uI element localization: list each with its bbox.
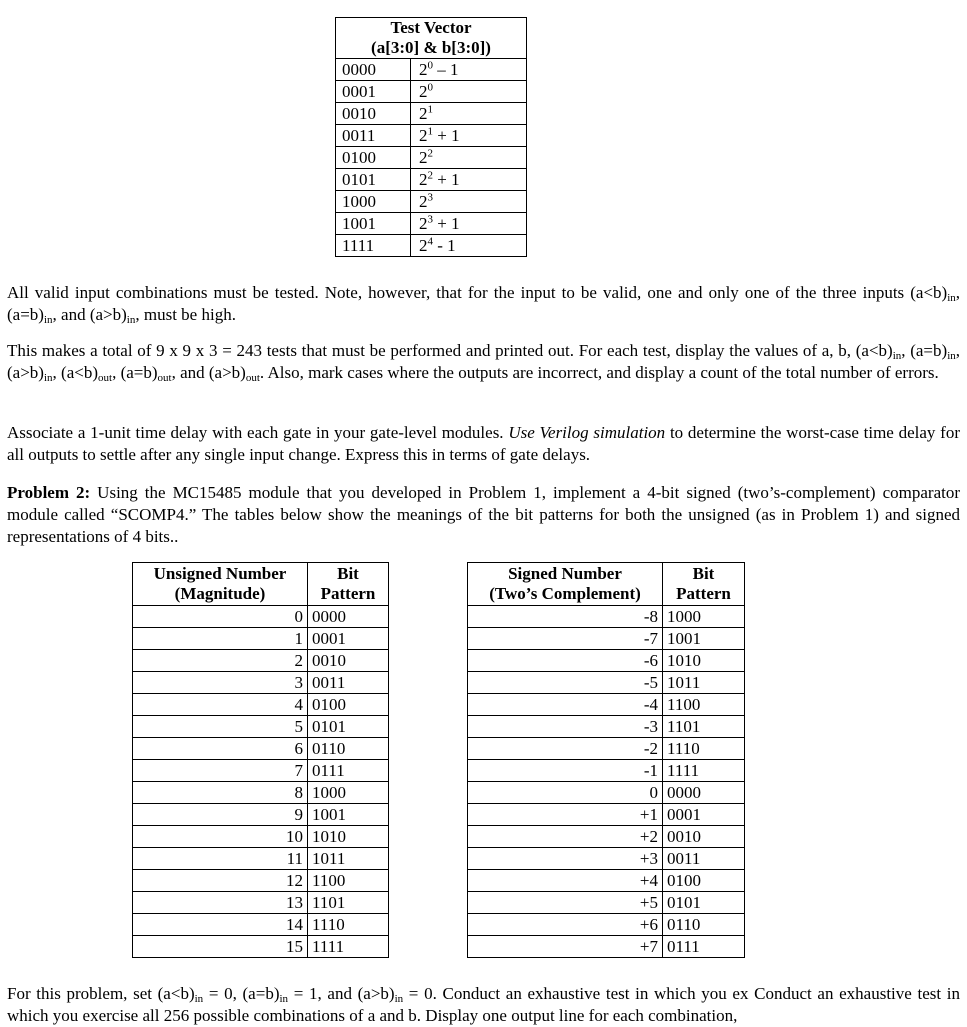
test-vector-row xyxy=(336,59,527,81)
unsigned-number: 1 xyxy=(133,628,308,650)
power-base: 2 xyxy=(419,82,428,101)
unsigned-number: 9 xyxy=(133,804,308,826)
test-vector-value xyxy=(411,235,527,257)
signed-number: -5 xyxy=(468,672,663,694)
test-vector-bits: 1111 xyxy=(336,235,411,257)
signed-bit-pattern: 1001 xyxy=(663,628,745,650)
test-vector-header xyxy=(336,18,527,59)
text: This makes a total of 9 x 9 x 3 = 243 tests that must be performed and printed out. For each test, display the values of a, b, (a<b) xyxy=(7,341,893,360)
signed-number: +5 xyxy=(468,892,663,914)
signed-bit-pattern: 1011 xyxy=(663,672,745,694)
signed-bit-pattern: 0001 xyxy=(663,804,745,826)
signed-row xyxy=(468,760,745,782)
unsigned-row xyxy=(133,936,389,958)
power-offset: – 1 xyxy=(433,60,459,79)
unsigned-number: 11 xyxy=(133,848,308,870)
test-vector-value xyxy=(411,125,527,147)
paragraph-exhaustive-test xyxy=(7,983,960,1027)
power-exponent: 3 xyxy=(427,213,433,226)
signed-bit-pattern: 1000 xyxy=(663,606,745,628)
test-vector-value xyxy=(411,169,527,191)
signed-number: -3 xyxy=(468,716,663,738)
unsigned-number: 2 xyxy=(133,650,308,672)
signed-bit-pattern: 0100 xyxy=(663,870,745,892)
test-vector-bits: 0101 xyxy=(336,169,411,191)
power-base: 2 xyxy=(419,104,428,123)
unsigned-bit-pattern: 0010 xyxy=(308,650,389,672)
subscript: in xyxy=(892,349,902,362)
text: Using the MC15485 module that you developed in Problem 1, implement a 4-bit signed (two’s-complement) comparator module called “SCOMP4.” The tables below show the meanings of the bit patterns for both the unsigned (as in Problem 1) and signed representations of 4 bits.. xyxy=(7,483,960,546)
power-base: 2 xyxy=(419,126,428,145)
power-base: 2 xyxy=(419,214,428,233)
test-vector-table xyxy=(335,17,527,257)
signed-number: -1 xyxy=(468,760,663,782)
test-vector-row xyxy=(336,235,527,257)
text: For this problem, set (a<b) xyxy=(7,984,195,1003)
unsigned-row xyxy=(133,848,389,870)
signed-number: 0 xyxy=(468,782,663,804)
unsigned-bit-pattern: 0111 xyxy=(308,760,389,782)
unsigned-number: 15 xyxy=(133,936,308,958)
text: , must be high. xyxy=(135,305,236,324)
power-exponent: 2 xyxy=(427,147,433,160)
text: = 1, and (a>b) xyxy=(288,984,395,1003)
unsigned-bit-pattern: 1000 xyxy=(308,782,389,804)
unsigned-row xyxy=(133,628,389,650)
unsigned-row xyxy=(133,650,389,672)
signed-bit-pattern: 0010 xyxy=(663,826,745,848)
text: , (a<b) xyxy=(52,363,98,382)
text: , (a=b) xyxy=(112,363,158,382)
power-offset: + 1 xyxy=(433,126,460,145)
text: , (a=b) xyxy=(901,341,948,360)
header-line: Signed Number xyxy=(508,564,622,583)
unsigned-bit-pattern: 0011 xyxy=(308,672,389,694)
test-vector-value xyxy=(411,59,527,81)
unsigned-bit-pattern: 1010 xyxy=(308,826,389,848)
text: , (a>b) xyxy=(7,341,960,382)
test-vector-bits: 0011 xyxy=(336,125,411,147)
paragraph-valid-inputs xyxy=(7,282,960,326)
subscript: in xyxy=(279,992,289,1005)
unsigned-row xyxy=(133,672,389,694)
unsigned-row xyxy=(133,782,389,804)
subscript: in xyxy=(394,992,404,1005)
signed-bit-pattern: 0101 xyxy=(663,892,745,914)
signed-row xyxy=(468,936,745,958)
unsigned-bit-pattern: 0000 xyxy=(308,606,389,628)
power-exponent: 0 xyxy=(427,59,433,72)
test-vector-bits: 0010 xyxy=(336,103,411,125)
signed-row xyxy=(468,628,745,650)
unsigned-number: 5 xyxy=(133,716,308,738)
test-vector-value xyxy=(411,81,527,103)
signed-header-row xyxy=(468,563,745,606)
signed-bit-pattern-header xyxy=(663,563,745,606)
unsigned-row xyxy=(133,738,389,760)
unsigned-row xyxy=(133,760,389,782)
test-vector-subtitle: (a[3:0] & b[3:0]) xyxy=(371,38,491,57)
test-vector-header-row xyxy=(336,18,527,59)
unsigned-bit-pattern: 1101 xyxy=(308,892,389,914)
signed-number: -7 xyxy=(468,628,663,650)
unsigned-bit-pattern: 1100 xyxy=(308,870,389,892)
power-exponent: 3 xyxy=(427,191,433,204)
signed-number: +6 xyxy=(468,914,663,936)
signed-number: -4 xyxy=(468,694,663,716)
signed-number: +3 xyxy=(468,848,663,870)
header-line: Unsigned Number xyxy=(153,564,287,583)
test-vector-body xyxy=(336,59,527,257)
signed-row xyxy=(468,870,745,892)
paragraph-total-tests xyxy=(7,340,960,384)
unsigned-row xyxy=(133,606,389,628)
italic-text: Use Verilog simulation xyxy=(508,423,666,442)
subscript: out xyxy=(157,371,172,384)
subscript: in xyxy=(126,313,136,326)
text: Associate a 1-unit time delay with each gate in your gate-level modules. xyxy=(7,423,509,442)
test-vector-bits: 1000 xyxy=(336,191,411,213)
unsigned-row xyxy=(133,694,389,716)
unsigned-number-header xyxy=(133,563,308,606)
header-line: (Two’s Complement) xyxy=(489,584,641,603)
test-vector-row xyxy=(336,191,527,213)
unsigned-number: 12 xyxy=(133,870,308,892)
problem-2-label: Problem 2: xyxy=(7,483,91,502)
power-offset: + 1 xyxy=(433,170,460,189)
signed-row xyxy=(468,892,745,914)
signed-row xyxy=(468,650,745,672)
test-vector-title: Test Vector xyxy=(390,18,472,37)
signed-number-table xyxy=(467,562,745,958)
power-base: 2 xyxy=(419,170,428,189)
unsigned-number: 7 xyxy=(133,760,308,782)
test-vector-row xyxy=(336,103,527,125)
text: , and (a>b) xyxy=(52,305,127,324)
subscript: out xyxy=(98,371,113,384)
signed-bit-pattern: 0111 xyxy=(663,936,745,958)
header-line: (Magnitude) xyxy=(174,584,266,603)
unsigned-row xyxy=(133,716,389,738)
unsigned-bit-pattern: 0100 xyxy=(308,694,389,716)
signed-row xyxy=(468,848,745,870)
text: to determine the worst-case time delay for all outputs to settle after any single input change. Express this in terms of gate delays. xyxy=(7,423,961,464)
text: = 0. Conduct an exhaustive test in which you ex Conduct an exhaustive test in which you exercise all 256 possible combinations of a and b. Display one output line for each combination, xyxy=(7,984,961,1025)
unsigned-number-table xyxy=(132,562,389,958)
power-exponent: 1 xyxy=(427,103,433,116)
unsigned-bit-pattern-header xyxy=(308,563,389,606)
unsigned-number: 4 xyxy=(133,694,308,716)
signed-table-body xyxy=(468,606,745,958)
test-vector-bits: 0100 xyxy=(336,147,411,169)
subscript: in xyxy=(43,313,53,326)
unsigned-header-row xyxy=(133,563,389,606)
unsigned-number: 14 xyxy=(133,914,308,936)
test-vector-row xyxy=(336,81,527,103)
unsigned-bit-pattern: 1011 xyxy=(308,848,389,870)
signed-row xyxy=(468,716,745,738)
unsigned-number: 8 xyxy=(133,782,308,804)
signed-bit-pattern: 1111 xyxy=(663,760,745,782)
text: . Also, mark cases where the outputs are incorrect, and display a count of the total number of errors. xyxy=(259,363,939,382)
unsigned-row xyxy=(133,870,389,892)
unsigned-row xyxy=(133,826,389,848)
signed-bit-pattern: 1101 xyxy=(663,716,745,738)
paragraph-problem-2 xyxy=(7,482,960,548)
signed-number: +2 xyxy=(468,826,663,848)
signed-bit-pattern: 0000 xyxy=(663,782,745,804)
power-offset: + 1 xyxy=(433,214,460,233)
unsigned-bit-pattern: 0001 xyxy=(308,628,389,650)
test-vector-bits: 0000 xyxy=(336,59,411,81)
signed-row xyxy=(468,914,745,936)
signed-number: -2 xyxy=(468,738,663,760)
unsigned-bit-pattern: 1111 xyxy=(308,936,389,958)
text: , (a=b) xyxy=(7,283,960,324)
test-vector-row xyxy=(336,169,527,191)
signed-row xyxy=(468,738,745,760)
signed-number-header xyxy=(468,563,663,606)
text: , and (a>b) xyxy=(171,363,246,382)
unsigned-number: 3 xyxy=(133,672,308,694)
signed-row xyxy=(468,782,745,804)
unsigned-number: 13 xyxy=(133,892,308,914)
power-exponent: 0 xyxy=(427,81,433,94)
signed-number: +1 xyxy=(468,804,663,826)
test-vector-value xyxy=(411,213,527,235)
signed-bit-pattern: 0011 xyxy=(663,848,745,870)
signed-bit-pattern: 0110 xyxy=(663,914,745,936)
unsigned-number: 0 xyxy=(133,606,308,628)
signed-row xyxy=(468,606,745,628)
paragraph-time-delay xyxy=(7,422,960,466)
test-vector-bits: 0001 xyxy=(336,81,411,103)
subscript: out xyxy=(245,371,260,384)
unsigned-bit-pattern: 1110 xyxy=(308,914,389,936)
unsigned-bit-pattern: 1001 xyxy=(308,804,389,826)
signed-bit-pattern: 1110 xyxy=(663,738,745,760)
signed-row xyxy=(468,804,745,826)
power-base: 2 xyxy=(419,192,428,211)
power-base: 2 xyxy=(419,60,428,79)
unsigned-row xyxy=(133,892,389,914)
power-base: 2 xyxy=(419,148,428,167)
power-exponent: 4 xyxy=(427,235,433,248)
signed-bit-pattern: 1100 xyxy=(663,694,745,716)
signed-row xyxy=(468,672,745,694)
unsigned-bit-pattern: 0101 xyxy=(308,716,389,738)
signed-row xyxy=(468,826,745,848)
test-vector-row xyxy=(336,147,527,169)
unsigned-row xyxy=(133,914,389,936)
power-offset: - 1 xyxy=(433,236,456,255)
header-line: Pattern xyxy=(320,584,376,603)
power-base: 2 xyxy=(419,236,428,255)
subscript: in xyxy=(947,291,956,304)
power-exponent: 2 xyxy=(427,169,433,182)
test-vector-bits: 1001 xyxy=(336,213,411,235)
subscript: in xyxy=(43,371,53,384)
text: = 0, (a=b) xyxy=(203,984,280,1003)
signed-number: +7 xyxy=(468,936,663,958)
unsigned-row xyxy=(133,804,389,826)
header-line: Bit xyxy=(337,564,359,583)
test-vector-value xyxy=(411,147,527,169)
signed-number: -8 xyxy=(468,606,663,628)
test-vector-value xyxy=(411,103,527,125)
header-line: Bit xyxy=(692,564,715,583)
subscript: in xyxy=(947,349,956,362)
text: All valid input combinations must be tested. Note, however, that for the input to be valid, one and only one of the three inputs (a<b) xyxy=(7,283,948,302)
signed-row xyxy=(468,694,745,716)
signed-bit-pattern: 1010 xyxy=(663,650,745,672)
subscript: in xyxy=(194,992,204,1005)
unsigned-bit-pattern: 0110 xyxy=(308,738,389,760)
unsigned-number: 6 xyxy=(133,738,308,760)
test-vector-row xyxy=(336,213,527,235)
test-vector-value xyxy=(411,191,527,213)
signed-number: -6 xyxy=(468,650,663,672)
header-line: Pattern xyxy=(676,584,731,603)
test-vector-row xyxy=(336,125,527,147)
power-exponent: 1 xyxy=(427,125,433,138)
unsigned-table-body xyxy=(133,606,389,958)
unsigned-number: 10 xyxy=(133,826,308,848)
signed-number: +4 xyxy=(468,870,663,892)
